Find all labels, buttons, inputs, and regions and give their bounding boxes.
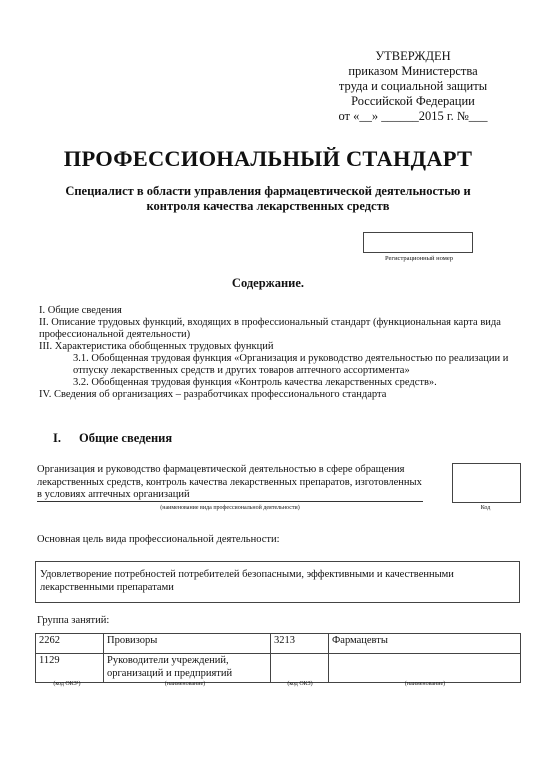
toc-item: I. Общие сведения	[39, 305, 122, 316]
occupation-name-caption: (наименование)	[404, 681, 446, 687]
activity-code-caption: Код	[480, 505, 491, 511]
registration-number-box	[363, 232, 473, 253]
toc-item: IV. Сведения об организациях – разработчиках профессионального стандарта	[39, 389, 387, 400]
occupation-name-caption: (наименование)	[164, 681, 206, 687]
table-of-contents	[39, 305, 509, 401]
section-number: I.	[53, 431, 61, 445]
occupation-group-table	[35, 633, 521, 683]
okz-code-caption: (код ОКЗ)	[287, 681, 313, 687]
activity-code-box	[452, 463, 521, 503]
goal-text-box: Удовлетворение потребностей потребителей безопасными, эффективными и качественными лекарственными препаратами	[35, 561, 520, 603]
toc-subitem: 3.2. Обобщенная трудовая функция «Контроль качества лекарственных средств».	[73, 377, 437, 388]
okz-code-cell: 2262	[36, 634, 104, 654]
okz-code-cell: 1129	[36, 654, 104, 683]
occupation-name-cell: Руководители учреждений, организаций и предприятий	[104, 654, 271, 683]
section-title: Общие сведения	[79, 431, 173, 445]
toc-title: Содержание.	[231, 276, 305, 290]
registration-number-label: Регистрационный номер	[385, 255, 453, 262]
goal-label: Основная цель вида профессиональной деятельности:	[37, 534, 280, 545]
okz-code-cell: 3213	[271, 634, 329, 654]
occupation-name-cell: Фармацевты	[329, 634, 521, 654]
activity-kind-caption: (наименование вида профессиональной деятельности)	[160, 505, 300, 511]
occupation-group-label: Группа занятий:	[37, 615, 110, 626]
approval-line: приказом Министерства	[348, 64, 478, 78]
table-row	[36, 634, 521, 654]
approval-line: труда и социальной защиты	[338, 79, 488, 93]
approval-line: Российской Федерации	[351, 94, 475, 108]
toc-subitem: 3.1. Обобщенная трудовая функция «Организация и руководство деятельностью по реализации и отпуску лекарственных средств и других товаров аптечного ассортимента»	[73, 353, 509, 376]
section-heading	[53, 431, 172, 446]
occupation-name-cell: Провизоры	[104, 634, 271, 654]
approval-line: УТВЕРЖДЕН	[375, 49, 451, 63]
okz-code-caption: (код ОКЗ¹)	[53, 681, 81, 687]
occupation-name-cell	[329, 654, 521, 683]
activity-kind-underline	[37, 501, 423, 502]
okz-code-cell	[271, 654, 329, 683]
toc-item: II. Описание трудовых функций, входящих в профессиональный стандарт (функциональная карта вида профессиональной деятельности)	[39, 317, 501, 340]
document-title: ПРОФЕССИОНАЛЬНЫЙ СТАНДАРТ	[63, 146, 473, 171]
approval-line: от «__» ______2015 г. №___	[338, 109, 488, 123]
approval-stamp	[318, 49, 508, 124]
activity-kind-name: Организация и руководство фармацевтической деятельностью в сфере обращения лекарственных средств, контроль качества лекарственных препаратов, изготовленных в условиях аптечных организаций	[37, 464, 422, 500]
toc-item: III. Характеристика обобщенных трудовых функций	[39, 341, 274, 352]
document-subtitle: Специалист в области управления фармацевтической деятельностью и контроля качества лекарственных средств	[65, 184, 471, 213]
table-row	[36, 654, 521, 683]
